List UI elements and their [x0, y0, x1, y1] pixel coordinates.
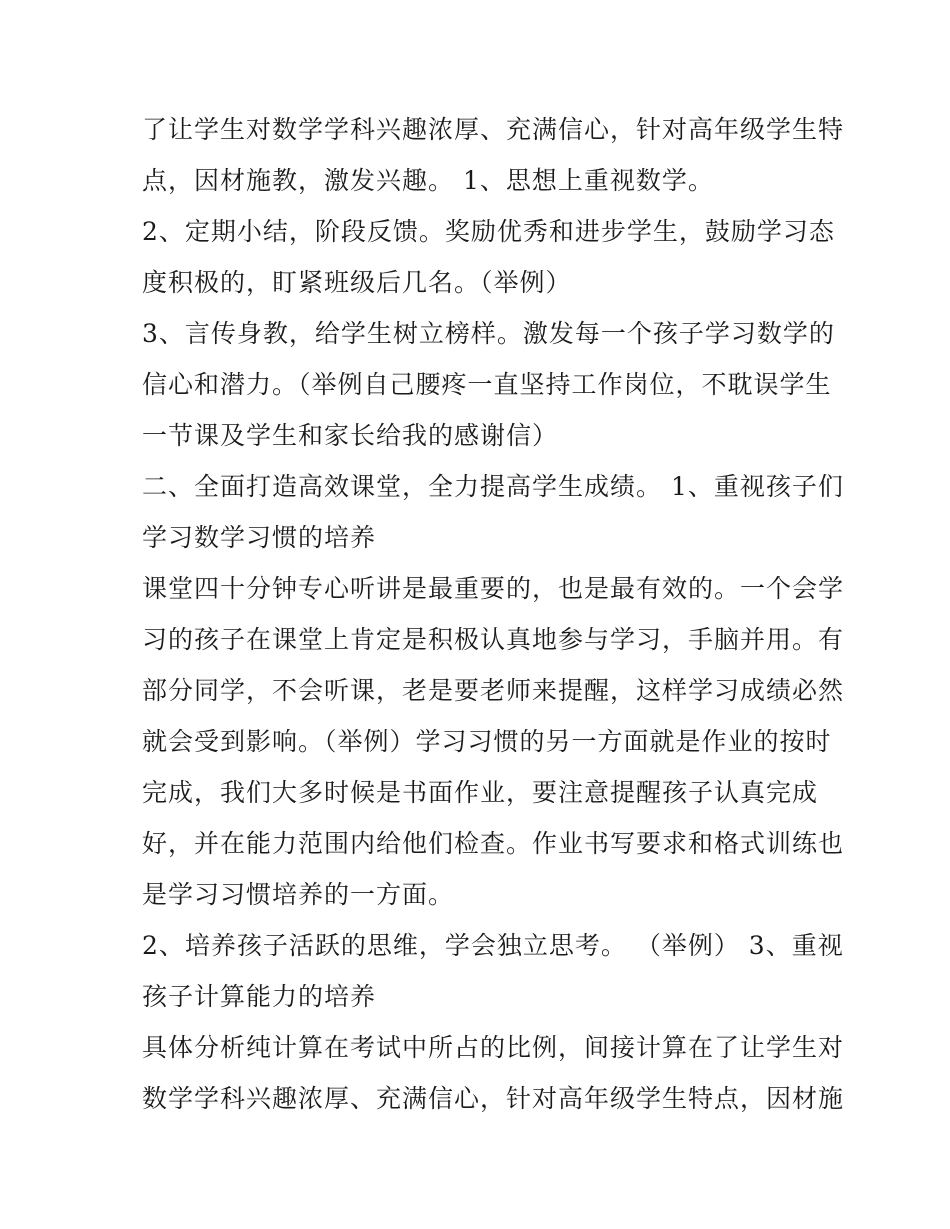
text-line: 数学学科兴趣浓厚、充满信心，针对高年级学生特点，因材施 [142, 1084, 845, 1113]
text-line: 二、全面打造高效课堂，全力提高学生成绩。 1、重视孩子们 [142, 472, 844, 501]
text-line: 2、培养孩子活跃的思维，学会独立思考。 （举例） 3、重视 [142, 931, 844, 960]
text-line: 孩子计算能力的培养 [142, 982, 377, 1011]
text-line: 就会受到影响。（举例）学习习惯的另一方面就是作业的按时 [142, 727, 832, 756]
text-line: 了让学生对数学学科兴趣浓厚、充满信心，针对高年级学生特 [142, 115, 845, 144]
text-line: 点，因材施教，激发兴趣。 1、思想上重视数学。 [142, 166, 714, 195]
text-line: 2、定期小结，阶段反馈。奖励优秀和进步学生，鼓励学习态 [142, 217, 835, 246]
text-line: 好，并在能力范围内给他们检查。作业书写要求和格式训练也 [142, 829, 845, 858]
text-line: 部分同学，不会听课，老是要老师来提醒，这样学习成绩必然 [142, 676, 845, 705]
text-line: 信心和潜力。（举例自己腰疼一直坚持工作岗位，不耽误学生 [142, 370, 832, 399]
text-line: 习的孩子在课堂上肯定是积极认真地参与学习，手脑并用。有 [142, 625, 845, 654]
text-line: 度积极的，盯紧班级后几名。（举例） [142, 268, 572, 297]
text-line: 学习数学习惯的培养 [142, 523, 377, 552]
text-line: 3、言传身教，给学生树立榜样。激发每一个孩子学习数学的 [142, 319, 835, 348]
text-line: 课堂四十分钟专心听讲是最重要的，也是最有效的。一个会学 [142, 574, 845, 603]
text-line: 一节课及学生和家长给我的感谢信） [142, 421, 559, 450]
text-line: 具体分析纯计算在考试中所占的比例，间接计算在了让学生对 [142, 1033, 845, 1062]
text-line: 是学习习惯培养的一方面。 [142, 880, 455, 909]
body-text [142, 104, 845, 1124]
text-line: 完成，我们大多时候是书面作业，要注意提醒孩子认真完成 [142, 778, 819, 807]
